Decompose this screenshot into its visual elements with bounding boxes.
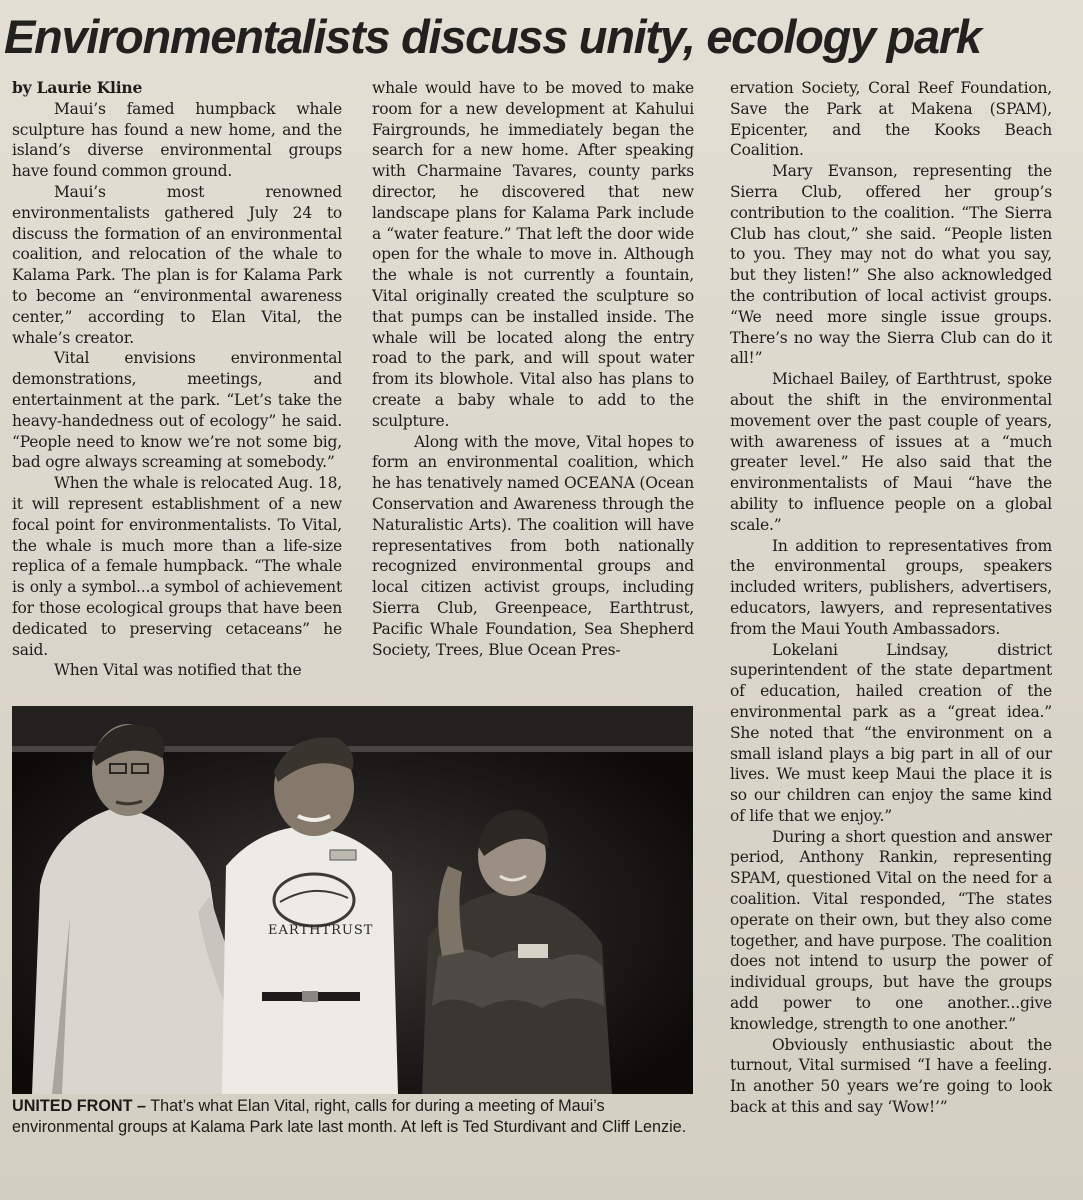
caption-lead: UNITED FRONT – xyxy=(12,1097,146,1115)
article-paragraph: When Vital was notified that the xyxy=(54,661,302,680)
photo-shirt-text: EARTHTRUST xyxy=(268,923,374,938)
article-paragraph: In addition to representatives from the environmental groups, speakers included writers, publishers, advertisers, educators, lawyers, and representatives from the Maui Youth Ambassadors. xyxy=(730,536,1052,638)
article-paragraph: Maui’s most renowned environmentalists gathered July 24 to discuss the formation of an environmental coalition, and relocation of the whale to Kalama Park. The plan is for Kalama Park to become an “environmental awareness center,” according to Elan Vital, the whale’s creator. xyxy=(12,182,342,347)
article-paragraph: Along with the move, Vital hopes to form an environmental coalition, which he has tenatively named OCEANA (Ocean Conservation and Awareness through the Naturalistic Arts). The coalition will have representatives from both nationally recognized environmental groups and local citizen activist groups, including Sierra Club, Greenpeace, Earthtrust, Pacific Whale Foundation, Sea Shepherd Society, Trees, Blue Ocean Pres- xyxy=(372,432,694,659)
article-paragraph: Obviously enthusiastic about the turnout, Vital surmised “I have a feeling. In another 50 years we’re going to look back at this and say ‘Wow!’” xyxy=(730,1035,1052,1117)
photo-three-men xyxy=(12,706,693,1094)
article-column-1 xyxy=(12,78,342,681)
article-paragraph: Vital envisions environmental demonstrations, meetings, and entertainment at the park. “Let’s take the heavy-handedness out of ecology” he said. “People need to know we’re not some big, bad ogre always screaming at somebody.” xyxy=(12,349,342,472)
photo-caption xyxy=(12,1096,702,1137)
article-paragraph: When the whale is relocated Aug. 18, it will represent establishment of a new focal point for environmentalists. To Vital, the whale is much more than a life-size replica of a female humpback. “The whale is only a symbol...a symbol of achievement for those ecological groups that have been dedicated to preserving cetaceans” he said. xyxy=(12,474,342,659)
article-paragraph: Michael Bailey, of Earthtrust, spoke about the shift in the environmental movement over the past couple of years, with awareness of issues at a “much greater level.” He also said that the environmentalists of Maui “have the ability to influence people on a global scale.” xyxy=(730,370,1052,534)
caption-text: That’s what Elan Vital, right, calls for during a meeting of Maui’s environmental groups at Kalama Park late last month. At left is Ted Sturdivant and Cliff Lenzie. xyxy=(12,1097,687,1136)
article-column-2 xyxy=(372,78,694,660)
byline: by Laurie Kline xyxy=(12,78,143,97)
article-paragraph: Mary Evanson, representing the Sierra Club, offered her group’s contribution to the coalition. “The Sierra Club has clout,” she said. “People listen to you. They may not do what you say, but they listen!” She also acknowledged the contribution of local activist groups. “We need more single issue groups. There’s no way the Sierra Club can do it all!” xyxy=(730,162,1052,368)
article-paragraph: During a short question and answer period, Anthony Rankin, representing SPAM, questioned Vital on the need for a coalition. Vital responded, “The states operate on their own, but they also come together, and have purpose. The coalition does not intend to usurp the power of individual groups, but have the groups add power to one another...give knowledge, strength to one another.” xyxy=(730,827,1052,1033)
headline: Environmentalists discuss unity, ecology park xyxy=(4,10,981,63)
article-paragraph: whale would have to be moved to make room for a new development at Kahului Fairgrounds, he immediately began the search for a new home. After speaking with Charmaine Tavares, county parks director, he discovered that new landscape plans for Kalama Park include a “water feature.” That left the door wide open for the whale to move in. Although the whale is not currently a fountain, Vital originally created the sculpture so that pumps can be installed inside. The whale will be located along the entry road to the park, and will spout water from its blowhole. Vital also has plans to create a baby whale to add to the sculpture. xyxy=(372,79,694,430)
article-paragraph: Lokelani Lindsay, district superintendent of the state department of education, hailed creation of the environmental park as a “great idea.” She noted that “the environment on a small island plays a big part in all of our lives. We must keep Maui the place it is so our children can enjoy the same kind of life that we enjoy.” xyxy=(730,640,1052,825)
article-paragraph: ervation Society, Coral Reef Foundation, Save the Park at Makena (SPAM), Epicenter, and the Kooks Beach Coalition. xyxy=(730,79,1052,160)
news-photo xyxy=(12,706,693,1094)
article-column-3 xyxy=(730,78,1052,1118)
article-paragraph: Maui’s famed humpback whale sculpture has found a new home, and the island’s diverse environmental groups have found common ground. xyxy=(12,99,342,181)
